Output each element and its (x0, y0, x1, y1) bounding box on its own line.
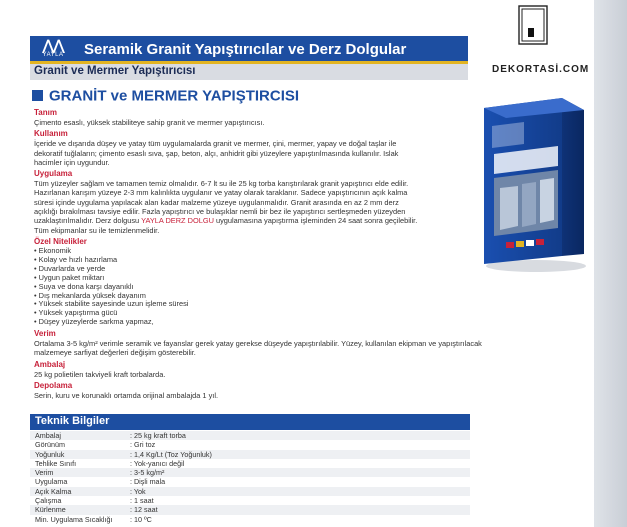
text-line: Hazırlanan karışım yüzeye 2-3 mm kalınlıkta uygulanır ve yatay olarak taraklanır. Sadece yapıştırıcının açık kalma (34, 188, 408, 198)
tech-value: : Gri toz (130, 440, 156, 450)
section-heading-ozel: Özel Nitelikler (34, 236, 87, 246)
tech-value: : 3-5 kg/m² (130, 468, 165, 478)
text-run: uygulamasına yapıştırma işleminden 24 saat sonra geçilebilir. (213, 216, 418, 226)
section-heading-kullanim: Kullanım (34, 129, 68, 139)
tech-key: Açık Kalma (35, 486, 72, 496)
text-line: dekoratif tuğlaların; çimento esaslı sıva, şap, beton, alçı, anhidrit gibi yüzeylere yapıştırılmasında kullanılır. Islak (34, 148, 399, 158)
tech-key: Tehlike Sınıfı (35, 458, 77, 468)
list-item: • Duvarlarda ve yerde (34, 263, 106, 273)
subtitle-bar (30, 64, 468, 80)
product-bag-image (478, 96, 590, 274)
section-heading-tanim: Tanım (34, 108, 57, 117)
page-title: Seramik Granit Yapıştırıcılar ve Derz Dolgular (84, 41, 407, 58)
tech-value: : Dişli mala (130, 477, 166, 487)
list-item: • Yüksek stabilite sayesinde uzun işleme süresi (34, 299, 189, 309)
text-line: Tüm ekipmanlar su ile temizlenmelidir. (34, 225, 160, 235)
tech-key: Ambalaj (35, 431, 61, 440)
list-item: • Kolay ve hızlı hazırlama (34, 254, 118, 264)
text-line: hacimler için uygundur. (34, 157, 110, 167)
table-row (30, 496, 470, 505)
header-bar (30, 36, 468, 64)
list-item: • Düşey yüzeylerde sarkma yapmaz, (34, 317, 154, 327)
list-item: • Yüksek yapıştırma gücü (34, 308, 118, 318)
dekortasi-logo-icon (516, 4, 550, 48)
site-logo-text: DEKORTASİ.COM (492, 64, 590, 75)
tech-key: Min. Uygulama Sıcaklığı (35, 514, 113, 524)
text-line: malzemeye sarfiyat değerleri değişim gösterebilir. (34, 348, 196, 358)
text-line: açıklığı bırakılması tavsiye edilir. Fazla yapıştırıcı ve bulaşıklar nemli bir bez ile yapıştırıcı sertleşmeden yüzeyden (34, 207, 406, 217)
table-row (30, 515, 470, 524)
table-row (30, 468, 470, 477)
tech-value: : 1,4 Kg/Lt (Toz Yoğunluk) (130, 449, 212, 459)
tech-info-header (30, 414, 470, 430)
tech-key: Uygulama (35, 477, 68, 487)
section-text-depolama: Serin, kuru ve korunaklı ortamda orijinal ambalajda 1 yıl. (34, 391, 219, 401)
section-heading-verim: Verim (34, 329, 56, 339)
section-heading-ambalaj: Ambalaj (34, 359, 66, 369)
text-line: İçeride ve dışarıda düşey ve yatay tüm uygulamalarda granit ve mermer, çini, mermer, yapay ve doğal taşlar ile (34, 139, 397, 149)
table-row (30, 459, 470, 468)
page-subtitle: Granit ve Mermer Yapıştırıcısı (34, 65, 196, 77)
table-row (30, 505, 470, 514)
text-line: Ortalama 3-5 kg/m² verimle seramik ve fayanslar gerek yatay gerekse düşeyde yapıştırılabilir. Yüzey, kullanılan ekipman ve yapıştırılacak (34, 339, 482, 349)
yayla-logo-icon: ⋀⋀ (42, 37, 64, 53)
list-item: • Dış mekanlarda yüksek dayanım (34, 290, 146, 300)
tech-key: Kürlenme (35, 505, 66, 515)
tech-value: : 10 ºC (130, 514, 152, 524)
page-edge (594, 0, 627, 527)
yayla-logo (36, 38, 70, 62)
list-item: • Suya ve dona karşı dayanıklı (34, 281, 134, 291)
square-bullet-icon (32, 90, 43, 101)
product-reference: YAYLA DERZ DOLGU (141, 216, 214, 226)
tech-key: Görünüm (35, 440, 65, 450)
table-row (30, 487, 470, 496)
tech-value: : 25 kg kraft torba (130, 431, 186, 440)
section-text-kullanim (34, 139, 476, 167)
section-heading-depolama: Depolama (34, 381, 73, 391)
tech-value: : Yok (130, 486, 146, 496)
text-line: süresi içinde uygulama yapılacak alan kadar malzeme yüzeye uygulanmalıdır. Granit arasında en az 2 mm derz (34, 197, 399, 207)
section-text-verim (34, 339, 594, 358)
section-text-uygulama (34, 179, 476, 235)
text-line (34, 216, 476, 225)
product-title: GRANİT ve MERMER YAPIŞTIRCISI (49, 87, 300, 105)
tech-info-title: Teknik Bilgiler (35, 415, 110, 427)
table-row (30, 477, 470, 486)
tech-value: : 12 saat (130, 505, 158, 515)
list-item: • Ekonomik (34, 245, 72, 255)
table-row (30, 450, 470, 459)
table-row (30, 431, 470, 440)
section-heading-uygulama: Uygulama (34, 169, 73, 179)
text-line: Tüm yüzeyler sağlam ve tamamen temiz olmalıdır. 6-7 lt su ile 25 kg torba karıştırılarak granit yapıştırıcı elde edilir. (34, 179, 409, 189)
tech-info-table (30, 431, 470, 524)
tech-key: Yoğunluk (35, 449, 65, 459)
tech-key: Çalışma (35, 496, 62, 506)
product-heading (32, 87, 299, 105)
tech-key: Verim (35, 468, 54, 478)
text-run: uzaklaştırılmalıdır. Derz dolgusu (34, 216, 142, 226)
table-row (30, 440, 470, 449)
section-text-tanim: Çimento esaslı, yüksek stabiliteye sahip granit ve mermer yapıştırıcısı. (34, 118, 265, 127)
list-item: • Uygun paket miktarı (34, 272, 105, 282)
tech-value: : Yok-yanıcı değil (130, 458, 185, 468)
tech-value: : 1 saat (130, 496, 154, 506)
yayla-logo-text: YAYLA (42, 52, 64, 58)
section-text-ambalaj: 25 kg polietilen takviyeli kraft torbalarda. (34, 369, 166, 379)
